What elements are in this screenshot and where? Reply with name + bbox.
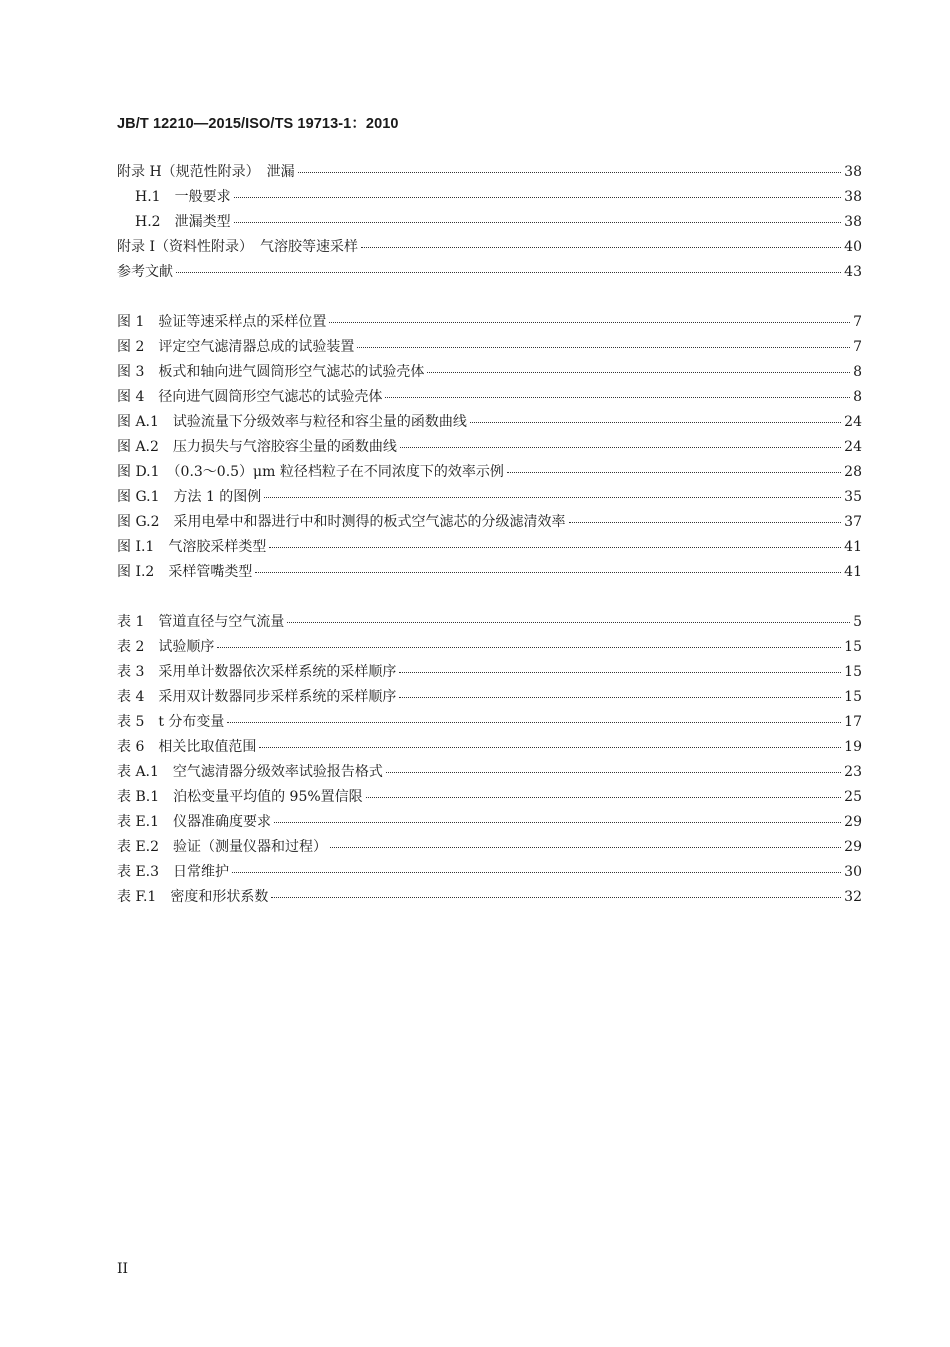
dot-leader: [232, 871, 841, 873]
dot-leader: [386, 771, 841, 773]
toc-entry-page: 7: [853, 339, 862, 355]
toc-appendix-entry[interactable]: [117, 260, 862, 285]
toc-entry-label: 表 6 相关比取值范围: [117, 739, 257, 755]
toc-entry-label: 表 3 采用单计数器依次采样系统的采样顺序: [117, 664, 397, 680]
toc-entry-page: 38: [844, 164, 862, 180]
toc-entry-label: 表 4 采用双计数器同步采样系统的采样顺序: [117, 689, 397, 705]
toc-entry-page: 43: [844, 264, 862, 280]
dot-leader: [264, 496, 841, 498]
toc-entry-label: 表 2 试验顺序: [117, 639, 215, 655]
toc-entry-page: 23: [844, 764, 862, 780]
page-number-footer: II: [117, 1261, 129, 1277]
toc-figure-entry[interactable]: [117, 460, 862, 485]
toc-figure-entry[interactable]: [117, 385, 862, 410]
dot-leader: [274, 821, 841, 823]
table-entries: [117, 610, 862, 910]
toc-entry-label: 图 A.1 试验流量下分级效率与粒径和容尘量的函数曲线: [117, 414, 467, 430]
toc-table-entry[interactable]: [117, 735, 862, 760]
toc-entry-page: 8: [853, 364, 862, 380]
toc-figure-entry[interactable]: [117, 310, 862, 335]
dot-leader: [361, 246, 841, 248]
appendix-entries: [117, 160, 862, 285]
toc-entry-page: 15: [844, 639, 862, 655]
toc-entry-page: 30: [844, 864, 862, 880]
toc-entry-label: 图 G.2 采用电晕中和器进行中和时测得的板式空气滤芯的分级滤清效率: [117, 514, 566, 530]
toc-entry-page: 28: [844, 464, 862, 480]
toc-entry-page: 24: [844, 439, 862, 455]
standard-code-header: JB/T 12210—2015/ISO/TS 19713-1：2010: [117, 116, 399, 132]
toc-entry-label: 图 I.2 采样管嘴类型: [117, 564, 253, 580]
toc-table-entry[interactable]: [117, 685, 862, 710]
toc-table-entry[interactable]: [117, 785, 862, 810]
toc-entry-label: 附录 H（规范性附录） 泄漏: [117, 164, 295, 180]
dot-leader: [329, 321, 850, 323]
toc-figure-entry[interactable]: [117, 360, 862, 385]
dot-leader: [470, 421, 841, 423]
dot-leader: [385, 396, 850, 398]
dot-leader: [217, 646, 841, 648]
toc-entry-page: 38: [844, 189, 862, 205]
dot-leader: [227, 721, 841, 723]
toc-entry-page: 41: [844, 539, 862, 555]
dot-leader: [366, 796, 842, 798]
toc-figure-entry[interactable]: [117, 510, 862, 535]
toc-figure-entry[interactable]: [117, 410, 862, 435]
toc-figure-entry[interactable]: [117, 535, 862, 560]
toc-figure-entry[interactable]: [117, 485, 862, 510]
toc-figure-entry[interactable]: [117, 560, 862, 585]
dot-leader: [399, 671, 841, 673]
toc-table-entry[interactable]: [117, 710, 862, 735]
toc-entry-label: 表 E.2 验证（测量仪器和过程）: [117, 839, 328, 855]
dot-leader: [427, 371, 850, 373]
toc-entry-label: 图 2 评定空气滤清器总成的试验装置: [117, 339, 355, 355]
toc-entry-page: 24: [844, 414, 862, 430]
toc-entry-page: 17: [844, 714, 862, 730]
toc-table-entry[interactable]: [117, 610, 862, 635]
toc-entry-page: 15: [844, 689, 862, 705]
section-gap: [117, 285, 862, 310]
toc-entry-label: 图 A.2 压力损失与气溶胶容尘量的函数曲线: [117, 439, 397, 455]
dot-leader: [357, 346, 850, 348]
toc-entry-label: 图 1 验证等速采样点的采样位置: [117, 314, 327, 330]
toc-entry-page: 7: [853, 314, 862, 330]
toc-entry-page: 38: [844, 214, 862, 230]
toc-figure-entry[interactable]: [117, 335, 862, 360]
dot-leader: [255, 571, 841, 573]
toc-entry-page: 37: [844, 514, 862, 530]
dot-leader: [400, 446, 841, 448]
dot-leader: [234, 196, 842, 198]
toc-appendix-entry[interactable]: [117, 210, 862, 235]
toc-entry-label: 表 B.1 泊松变量平均值的 95%置信限: [117, 789, 363, 805]
toc-entry-label: 表 5 t 分布变量: [117, 714, 225, 730]
dot-leader: [287, 621, 850, 623]
toc-table-entry[interactable]: [117, 760, 862, 785]
figure-entries: [117, 310, 862, 585]
toc-entry-label: 参考文献: [117, 264, 173, 280]
dot-leader: [399, 696, 841, 698]
toc-entry-page: 41: [844, 564, 862, 580]
toc-entry-label: 图 3 板式和轴向进气圆筒形空气滤芯的试验壳体: [117, 364, 425, 380]
toc-entry-page: 8: [853, 389, 862, 405]
toc-entry-page: 15: [844, 664, 862, 680]
toc-entry-label: 表 1 管道直径与空气流量: [117, 614, 285, 630]
dot-leader: [330, 846, 841, 848]
toc-entry-page: 19: [844, 739, 862, 755]
toc-entry-label: 图 G.1 方法 1 的图例: [117, 489, 262, 505]
table-of-contents: [117, 160, 862, 910]
toc-table-entry[interactable]: [117, 635, 862, 660]
toc-entry-label: H.2 泄漏类型: [135, 214, 231, 230]
toc-appendix-entry[interactable]: [117, 185, 862, 210]
toc-entry-label: 图 I.1 气溶胶采样类型: [117, 539, 267, 555]
toc-entry-page: 29: [844, 839, 862, 855]
toc-entry-page: 32: [844, 889, 862, 905]
dot-leader: [298, 171, 842, 173]
toc-entry-page: 5: [853, 614, 862, 630]
toc-entry-label: 表 A.1 空气滤清器分级效率试验报告格式: [117, 764, 383, 780]
section-gap: [117, 585, 862, 610]
toc-table-entry[interactable]: [117, 860, 862, 885]
toc-entry-page: 25: [844, 789, 862, 805]
toc-entry-label: 图 4 径向进气圆筒形空气滤芯的试验壳体: [117, 389, 383, 405]
toc-entry-label: 表 E.3 日常维护: [117, 864, 230, 880]
toc-entry-label: H.1 一般要求: [135, 189, 231, 205]
dot-leader: [569, 521, 842, 523]
toc-entry-label: 图 D.1 （0.3～0.5）μm 粒径档粒子在不同浓度下的效率示例: [117, 464, 504, 480]
toc-entry-label: 附录 I（资料性附录） 气溶胶等速采样: [117, 239, 358, 255]
toc-appendix-entry[interactable]: [117, 235, 862, 260]
toc-entry-label: 表 F.1 密度和形状系数: [117, 889, 269, 905]
toc-entry-page: 40: [844, 239, 862, 255]
dot-leader: [259, 746, 841, 748]
toc-table-entry[interactable]: [117, 885, 862, 910]
dot-leader: [234, 221, 842, 223]
toc-figure-entry[interactable]: [117, 435, 862, 460]
toc-entry-label: 表 E.1 仪器准确度要求: [117, 814, 272, 830]
dot-leader: [271, 896, 841, 898]
toc-appendix-entry[interactable]: [117, 160, 862, 185]
dot-leader: [507, 471, 841, 473]
toc-table-entry[interactable]: [117, 835, 862, 860]
toc-table-entry[interactable]: [117, 810, 862, 835]
toc-entry-page: 29: [844, 814, 862, 830]
dot-leader: [176, 271, 841, 273]
toc-table-entry[interactable]: [117, 660, 862, 685]
toc-entry-page: 35: [844, 489, 862, 505]
dot-leader: [269, 546, 841, 548]
